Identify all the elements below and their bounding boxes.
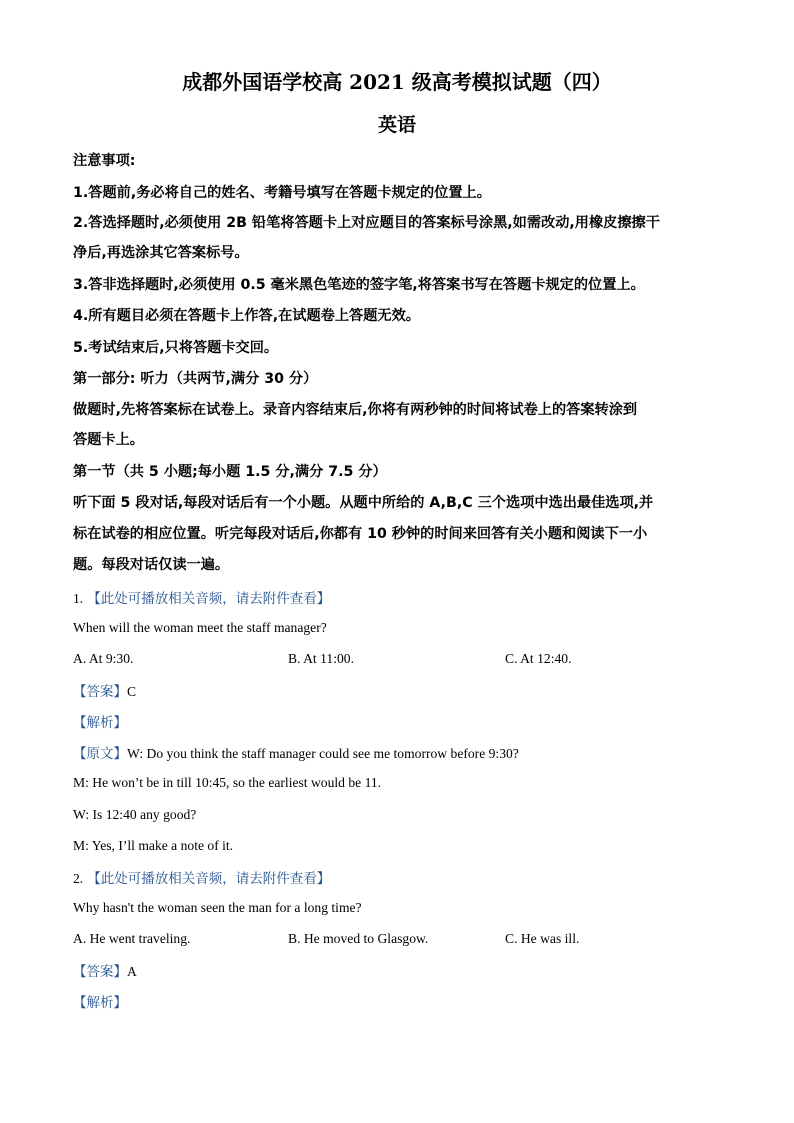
option-c: C. At 12:40. [505,651,572,666]
transcript-line: W: Is 12:40 any good? [73,807,197,822]
option-a: A. He went traveling. [73,931,191,946]
answer-label: 【答案】 [73,684,127,700]
question-2-header [73,867,724,888]
option-c: C. He was ill. [505,931,580,946]
question-2-text: Why hasn't the woman seen the man for a long time? [73,900,362,915]
transcript-text: W: Do you think the staff manager could see me tomorrow before 9:30? [127,746,519,761]
option-a: A. At 9:30. [73,651,134,666]
instruction-item: 5.考试结束后,只将答题卡交回。 [73,340,279,356]
instruction-item: 3.答非选择题时,必须使用 0.5 毫米黑色笔迹的签字笔,将答案书写在答题卡规定的位置上。 [73,277,645,293]
audio-note[interactable]: 【此处可播放相关音频，请去附件查看】 [87,591,331,607]
transcript-label: 【原文】 [73,746,127,762]
answer-label: 【答案】 [73,964,127,980]
exam-title: 成都外国语学校高 2021 级高考模拟试题（四） [182,70,612,94]
transcript-line: M: Yes, I’ll make a note of it. [73,838,234,853]
question-number: 1. [73,591,84,606]
transcript-line: M: He won’t be in till 10:45, so the earliest would be 11. [73,775,382,790]
transcript-line [73,742,724,764]
answer-value: C [127,684,137,699]
question-number: 2. [73,871,84,886]
instruction-item: 1.答题前,务必将自己的姓名、考籍号填写在答题卡规定的位置上。 [73,185,491,201]
audio-note[interactable]: 【此处可播放相关音频，请去附件查看】 [87,871,331,887]
question-1-header [73,587,724,608]
instruction-item: 4.所有题目必须在答题卡上作答,在试题卷上答题无效。 [73,308,420,324]
question-2-answer [73,960,724,982]
part1-heading: 第一部分: 听力（共两节,满分 30 分） [73,371,318,387]
question-1-text: When will the woman meet the staff manager? [73,620,327,635]
instructions-heading: 注意事项: [73,153,136,169]
section1-description: 标在试卷的相应位置。听完每段对话后,你都有 10 秒钟的时间来回答有关小题和阅读下一小 [73,526,648,542]
analysis-label: 【解析】 [73,715,127,731]
option-b: B. At 11:00. [288,651,354,666]
instruction-item: 净后,再选涂其它答案标号。 [73,245,249,261]
answer-value: A [127,964,137,979]
question-1-answer [73,680,724,702]
section1-description: 题。每段对话仅读一遍。 [73,557,230,573]
option-b: B. He moved to Glasgow. [288,931,429,946]
subject-title: 英语 [377,114,416,136]
part1-description: 答题卡上。 [73,432,144,448]
part1-description: 做题时,先将答案标在试卷上。录音内容结束后,你将有两秒钟的时间将试卷上的答案转涂到 [73,402,638,418]
section1-description: 听下面 5 段对话,每段对话后有一个小题。从题中所给的 A,B,C 三个选项中选出最佳选项,并 [73,495,654,511]
analysis-label: 【解析】 [73,995,127,1011]
section1-heading: 第一节（共 5 小题;每小题 1.5 分,满分 7.5 分） [73,464,387,480]
instruction-item: 2.答选择题时,必须使用 2B 铅笔将答题卡上对应题目的答案标号涂黑,如需改动,用橡皮擦擦干 [73,215,660,231]
